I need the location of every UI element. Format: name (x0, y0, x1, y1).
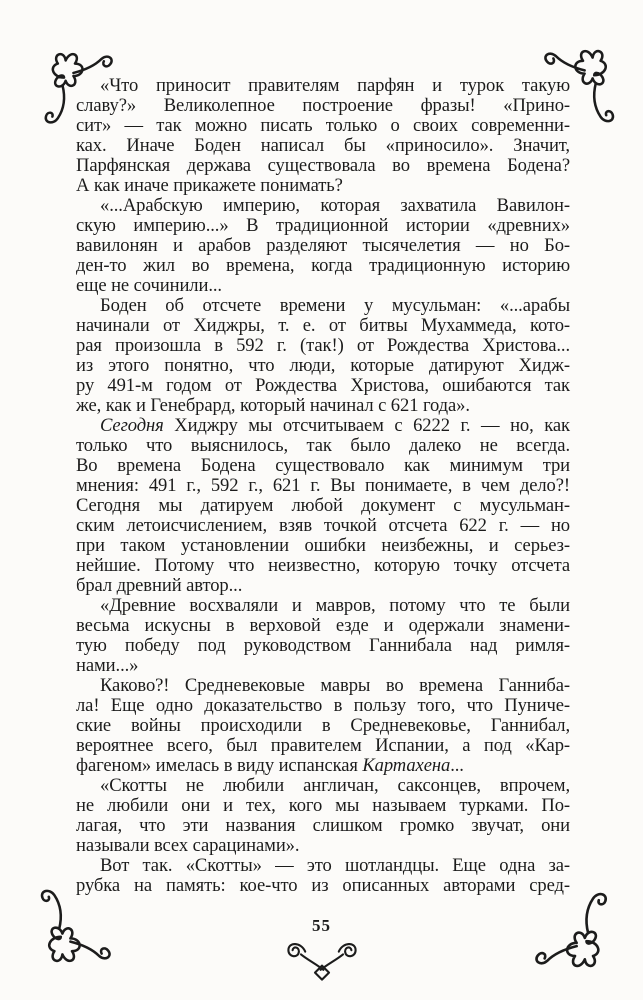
text-line (76, 736, 570, 756)
text-line (76, 436, 570, 456)
paragraph (76, 296, 570, 416)
paragraph (76, 676, 570, 776)
text-line (76, 796, 570, 816)
text-segment: лагая, что эти названия слишком громко звучат, они (76, 815, 570, 836)
text-line (76, 416, 570, 436)
text-line (76, 356, 570, 376)
text-line (76, 76, 570, 96)
paragraph (76, 596, 570, 676)
paragraph (76, 196, 570, 296)
text-line (76, 196, 570, 216)
text-line (76, 716, 570, 736)
text-segment: начинали от Хиджры, т. е. от битвы Мухаммеда, кото- (76, 315, 570, 336)
text-line (76, 776, 570, 796)
text-segment: ру 491-м годом от Рождества Христова, ошибаются так (76, 375, 570, 396)
footer-scroll-ornament-icon (280, 934, 364, 986)
text-segment: ским летоисчислением, взяв точкой отсчета 622 г. — но (76, 515, 570, 536)
text-line (76, 536, 570, 556)
text-line (76, 496, 570, 516)
text-segment: тую победу под руководством Ганнибала над римля- (76, 635, 570, 656)
text-line (76, 376, 570, 396)
paragraph (76, 76, 570, 196)
text-segment: рая произошла в 592 г. (так!) от Рождества Христова... (76, 335, 570, 356)
text-segment: Вот так. «Скотты» — это шотландцы. Еще одна за- (100, 855, 570, 876)
text-line (76, 256, 570, 276)
text-segment: Во времена Бодена существовало как минимум три (76, 455, 570, 476)
text-segment: скую империю...» В традиционной истории «древних» (76, 215, 570, 236)
text-line (76, 176, 570, 196)
text-line (76, 676, 570, 696)
text-line (76, 576, 570, 596)
text-line (76, 336, 570, 356)
text-line (76, 856, 570, 876)
text-line (76, 696, 570, 716)
text-segment: Парфянская держава существовала во времена Бодена? (76, 155, 570, 176)
text-line (76, 316, 570, 336)
text-segment: только что выяснилось, так было далеко не всегда. (76, 435, 570, 456)
text-line (76, 476, 570, 496)
italic-text-segment: Сегодня (100, 415, 164, 436)
text-line (76, 296, 570, 316)
text-segment: «...Арабскую империю, которая захватила Вавилон- (100, 195, 570, 216)
text-line (76, 136, 570, 156)
page-text-block (76, 76, 570, 896)
text-segment: Хиджру мы отсчитываем с 6222 г. — но, как (163, 415, 570, 436)
text-segment: мнения: 491 г., 592 г., 621 г. Вы понимаете, в чем дело?! (76, 475, 570, 496)
text-line (76, 236, 570, 256)
text-line (76, 876, 570, 896)
text-segment: Сегодня мы датируем любой документ с мусульман- (76, 495, 570, 516)
text-segment: вероятнее всего, был правителем Испании, а под «Кар- (76, 735, 570, 756)
text-segment: А как иначе прикажете понимать? (76, 175, 343, 196)
text-line (76, 456, 570, 476)
text-segment: же, как и Генебрард, который начинал с 621 года». (76, 395, 470, 416)
text-segment: весьма искусны в верховой езде и одержали знамени- (76, 615, 570, 636)
text-segment: ден-то жил во времена, когда традиционную историю (76, 255, 570, 276)
text-segment: вавилонян и арабов разделяют тысячелетия — но Бо- (76, 235, 570, 256)
text-line (76, 396, 570, 416)
text-segment: ... (450, 755, 464, 776)
text-line (76, 816, 570, 836)
text-segment: фагеном» имелась в виду испанская (76, 755, 363, 776)
text-segment: Каково?! Средневековые мавры во времена Ганниба- (100, 675, 570, 696)
text-segment: «Скотты не любили англичан, саксонцев, впрочем, (100, 775, 570, 796)
text-segment: не любили они и тех, кого мы называем турками. По- (76, 795, 570, 816)
text-line (76, 756, 570, 776)
text-segment: рубка на память: кое-что из описанных авторами сред- (76, 875, 570, 896)
text-segment: «Что приносит правителям парфян и турок такую (100, 75, 570, 96)
text-segment: ские войны происходили в Средневековье, Ганнибал, (76, 715, 570, 736)
text-segment: ла! Еще одно доказательство в пользу того, что Пуниче- (76, 695, 570, 716)
text-segment: ках. Иначе Боден написал бы «приносило». Значит, (76, 135, 570, 156)
text-segment: Боден об отсчете времени у мусульман: «...арабы (100, 295, 570, 316)
text-segment: нейшие. Потому что неизвестно, которую точку отсчета (76, 555, 570, 576)
text-segment: называли всех сарацинами». (76, 835, 300, 856)
italic-text-segment: Картахена (362, 755, 451, 776)
text-line (76, 836, 570, 856)
text-segment: нами...» (76, 655, 139, 676)
text-line (76, 596, 570, 616)
text-line (76, 96, 570, 116)
paragraph (76, 856, 570, 896)
paragraph (76, 776, 570, 856)
text-line (76, 636, 570, 656)
text-line (76, 616, 570, 636)
text-segment: славу?» Великолепное построение фразы! «Прино- (76, 95, 570, 116)
text-segment: из этого понятно, что люди, которые датируют Хидж- (76, 355, 570, 376)
paragraph (76, 416, 570, 596)
text-line (76, 516, 570, 536)
text-segment: при таком установлении ошибки неизбежны, и серьез- (76, 535, 570, 556)
text-line (76, 156, 570, 176)
text-segment: еще не сочинили... (76, 275, 222, 296)
text-line (76, 656, 570, 676)
text-segment: сит» — так можно писать только о своих современни- (76, 115, 570, 136)
text-line (76, 116, 570, 136)
page-number: 55 (312, 916, 331, 935)
text-line (76, 216, 570, 236)
text-segment: брал древний автор... (76, 575, 243, 596)
text-line (76, 556, 570, 576)
text-segment: «Древние восхваляли и мавров, потому что те были (100, 595, 570, 616)
text-line (76, 276, 570, 296)
